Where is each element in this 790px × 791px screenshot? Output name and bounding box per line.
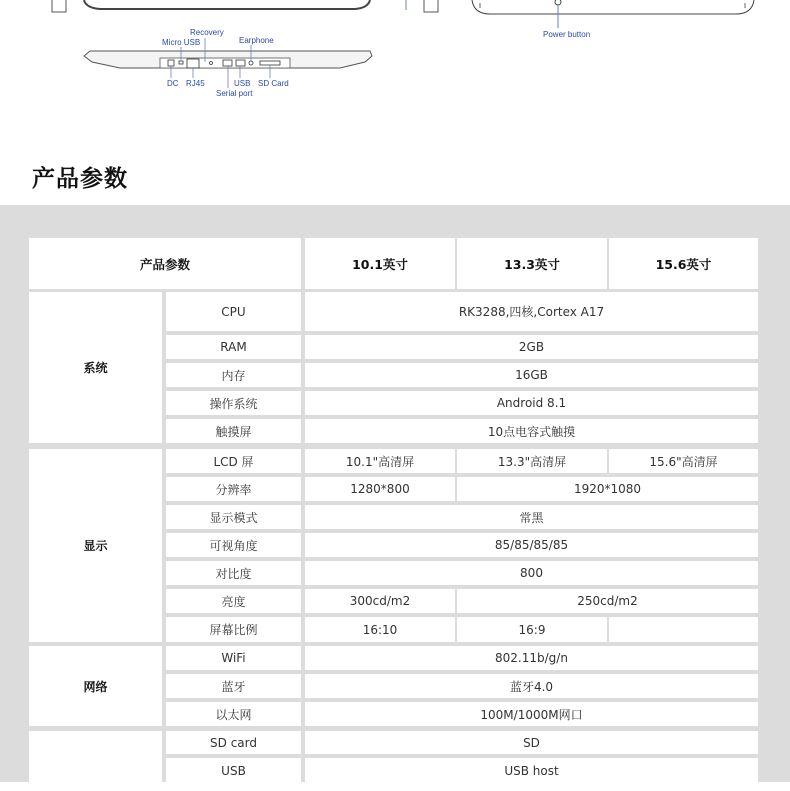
group-system: 系统 [29, 292, 162, 443]
row-value-storage: 16GB [305, 363, 758, 387]
row-value-ram: 2GB [305, 335, 758, 359]
label-sd-card: SD Card [258, 79, 289, 88]
row-value-usb: USB host [305, 758, 758, 784]
row-value-lcd-15: 15.6"高清屏 [609, 449, 758, 473]
row-label-resolution: 分辨率 [166, 477, 301, 501]
group-interface [29, 731, 162, 791]
header-13-3: 13.3英寸 [457, 238, 607, 289]
row-label-sd-card: SD card [166, 731, 301, 754]
row-value-cpu: RK3288,四核,Cortex A17 [305, 292, 758, 331]
row-value-aspect-10: 16:10 [305, 617, 455, 642]
row-value-resolution-13-15: 1920*1080 [457, 477, 758, 501]
row-value-wifi: 802.11b/g/n [305, 646, 758, 670]
group-network: 网络 [29, 646, 162, 726]
spec-table [0, 205, 790, 782]
row-value-bluetooth: 蓝牙4.0 [305, 674, 758, 698]
row-label-ram: RAM [166, 335, 301, 359]
row-label-ethernet: 以太网 [166, 702, 301, 726]
row-value-display-mode: 常黑 [305, 505, 758, 529]
label-usb: USB [234, 79, 251, 88]
row-value-aspect-15 [609, 617, 758, 642]
row-label-contrast: 对比度 [166, 561, 301, 585]
label-recovery: Recovery [190, 28, 224, 37]
header-10-1: 10.1英寸 [305, 238, 455, 289]
row-label-bluetooth: 蓝牙 [166, 674, 301, 698]
row-label-cpu: CPU [166, 292, 301, 331]
row-value-ethernet: 100M/1000M网口 [305, 702, 758, 726]
header-param: 产品参数 [29, 238, 301, 289]
row-label-view-angle: 可视角度 [166, 533, 301, 557]
row-label-brightness: 亮度 [166, 589, 301, 613]
label-earphone: Earphone [239, 36, 274, 45]
row-value-brightness-13-15: 250cd/m2 [457, 589, 758, 613]
row-label-touch: 触摸屏 [166, 419, 301, 443]
row-value-resolution-10: 1280*800 [305, 477, 455, 501]
device-outline-drawing [0, 0, 790, 140]
row-value-lcd-10: 10.1"高清屏 [305, 449, 455, 473]
label-rj45: RJ45 [186, 79, 205, 88]
row-label-aspect: 屏幕比例 [166, 617, 301, 642]
row-value-sd-card: SD [305, 731, 758, 754]
row-value-brightness-10: 300cd/m2 [305, 589, 455, 613]
group-display: 显示 [29, 449, 162, 642]
row-value-lcd-13: 13.3"高清屏 [457, 449, 607, 473]
section-title: 产品参数 [32, 166, 128, 192]
label-power-button: Power button [543, 30, 591, 39]
label-dc: DC [167, 79, 179, 88]
row-label-display-mode: 显示模式 [166, 505, 301, 529]
row-value-aspect-13: 16:9 [457, 617, 607, 642]
row-label-storage: 内存 [166, 363, 301, 387]
label-micro-usb: Micro USB [162, 38, 201, 47]
label-serial-port: Serial port [216, 89, 253, 98]
header-15-6: 15.6英寸 [609, 238, 758, 289]
row-label-os: 操作系统 [166, 391, 301, 415]
row-label-lcd: LCD 屏 [166, 449, 301, 473]
row-label-usb: USB [166, 758, 301, 784]
row-value-contrast: 800 [305, 561, 758, 585]
row-value-view-angle: 85/85/85/85 [305, 533, 758, 557]
row-value-os: Android 8.1 [305, 391, 758, 415]
row-value-touch: 10点电容式触摸 [305, 419, 758, 443]
row-label-wifi: WiFi [166, 646, 301, 670]
